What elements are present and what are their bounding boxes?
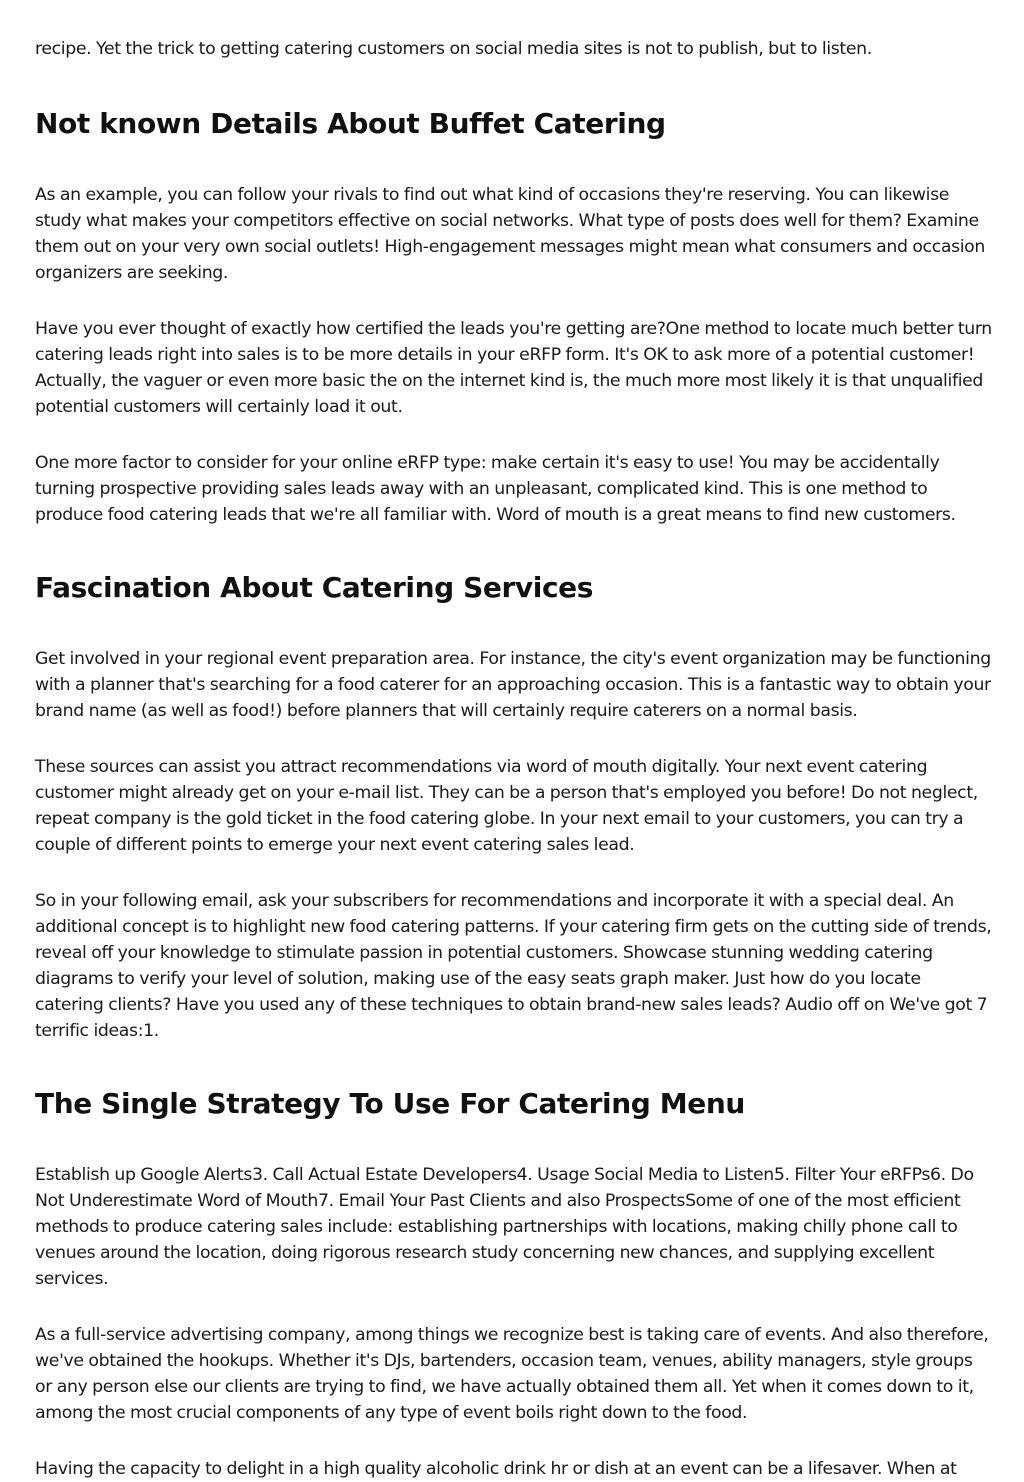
paragraph: Establish up Google Alerts3. Call Actual Estate Developers4. Usage Social Media to Listen5. Filter Your eRFPs6. Do Not Underestimate Word of Mouth7. Email Your Past Clients and also ProspectsSome of one of the most efficient methods to produce catering sales include: establishing partnerships with locations, making chilly phone call to venues around the location, doing rigorous research study concerning new chances, and supplying excellent services. — [35, 1165, 974, 1289]
section-heading: Fascination About Catering Services — [35, 571, 594, 604]
paragraph: So in your following email, ask your subscribers for recommendations and incorporate it with a special deal. An additional concept is to highlight new food catering patterns. If your catering firm gets on the cutting side of trends, reveal off your knowledge to stimulate passion in potential customers. Showcase stunning wedding catering diagrams to verify your level of solution, making use of the easy seats graph maker. Just how do you locate catering clients? Have you used any of these techniques to obtain brand-new sales leads? Audio off on We've got 7 terrific ideas:1. — [35, 891, 992, 1041]
article-body — [35, 36, 993, 1482]
paragraph: As a full-service advertising company, among things we recognize best is taking care of events. And also therefore, we've obtained the hookups. Whether it's DJs, bartenders, occasion team, venues, ability managers, style groups or any person else our clients are trying to find, we have actually obtained them all. Yet when it comes down to it, among the most crucial components of any type of event boils right down to the food. — [35, 1325, 989, 1423]
section-heading: The Single Strategy To Use For Catering Menu — [35, 1087, 745, 1120]
intro-paragraph: recipe. Yet the trick to getting catering customers on social media sites is not to publish, but to listen. — [35, 39, 872, 59]
paragraph: Get involved in your regional event preparation area. For instance, the city's event organization may be functioning with a planner that's searching for a food caterer for an approaching occasion. This is a fantastic way to obtain your brand name (as well as food!) before planners that will certainly require caterers on a normal basis. — [35, 649, 991, 721]
paragraph: These sources can assist you attract recommendations via word of mouth digitally. Your next event catering customer might already get on your e-mail list. They can be a person that's employed you before! Do not neglect, repeat company is the gold ticket in the food catering globe. In your next email to your customers, you can try a couple of different points to emerge your next event catering sales lead. — [35, 757, 978, 855]
paragraph: As an example, you can follow your rivals to find out what kind of occasions they're reserving. You can likewise study what makes your competitors effective on social networks. What type of posts does well for them? Examine them out on your very own social outlets! High-engagement messages might mean what consumers and occasion organizers are seeking. — [35, 185, 986, 283]
paragraph: Have you ever thought of exactly how certified the leads you're getting are?One method to locate much better turn catering leads right into sales is to be more details in your eRFP form. It's OK to ask more of a potential customer! Actually, the vaguer or even more basic the on the internet kind is, the much more most likely it is that unqualified potential customers will certainly load it out. — [35, 319, 992, 417]
paragraph: Having the capacity to delight in a high quality alcoholic drink hr or dish at an event can be a lifesaver. When at — [35, 1459, 957, 1479]
section-heading: Not known Details About Buffet Catering — [35, 107, 666, 140]
paragraph: One more factor to consider for your online eRFP type: make certain it's easy to use! You may be accidentally turning prospective providing sales leads away with an unpleasant, complicated kind. This is one method to produce food catering leads that we're all familiar with. Word of mouth is a great means to find new customers. — [35, 453, 956, 525]
